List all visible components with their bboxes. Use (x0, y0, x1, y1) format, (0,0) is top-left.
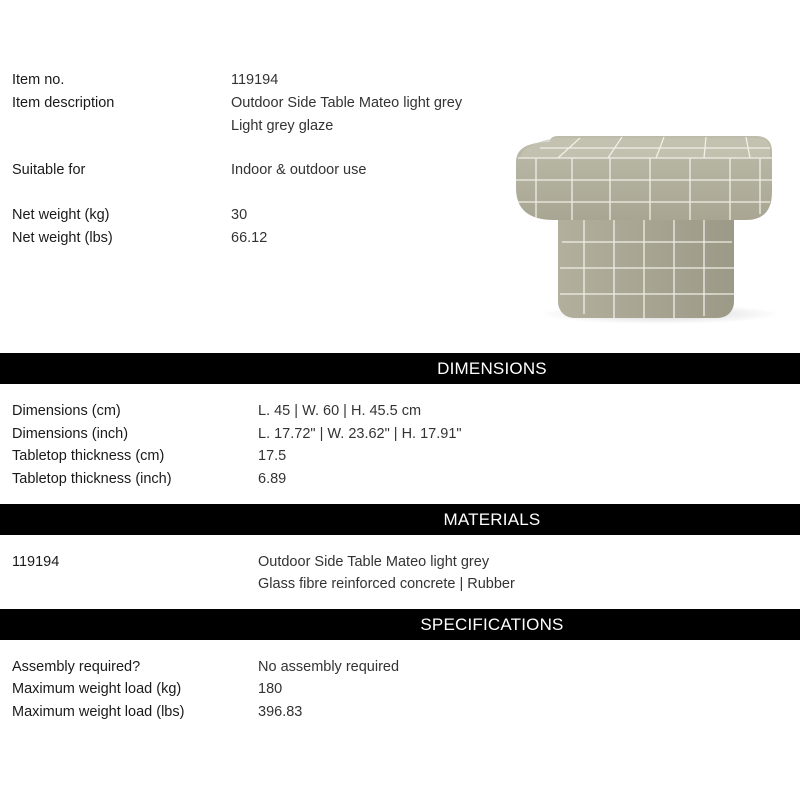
dimensions-cm-label: Dimensions (cm) (12, 403, 121, 419)
dimensions-heading: DIMENSIONS (437, 359, 547, 378)
item-description-label: Item description (12, 95, 115, 111)
dimensions-inch-value: L. 17.72" | W. 23.62" | H. 17.91" (258, 426, 462, 442)
tabletop-thickness-inch-label: Tabletop thickness (inch) (12, 471, 172, 487)
dimensions-cm-value: L. 45 | W. 60 | H. 45.5 cm (258, 403, 422, 419)
item-no-label: Item no. (12, 72, 65, 88)
assembly-required-label: Assembly required? (12, 659, 141, 675)
item-description-finish: Light grey glaze (231, 118, 334, 134)
materials-header (0, 504, 800, 535)
net-weight-kg-value: 30 (231, 207, 248, 223)
materials-heading: MATERIALS (443, 510, 541, 529)
max-weight-kg-label: Maximum weight load (kg) (12, 681, 182, 697)
max-weight-lbs-value: 396.83 (258, 704, 303, 720)
item-description-name: Outdoor Side Table Mateo light grey (231, 95, 463, 111)
tabletop-thickness-cm-label: Tabletop thickness (cm) (12, 448, 165, 464)
materials-item-code: 119194 (12, 554, 60, 570)
max-weight-lbs-label: Maximum weight load (lbs) (12, 704, 185, 720)
suitable-for-label: Suitable for (12, 162, 86, 178)
net-weight-lbs-label: Net weight (lbs) (12, 230, 113, 246)
suitable-for-value: Indoor & outdoor use (231, 162, 367, 178)
materials-product-name: Outdoor Side Table Mateo light grey (258, 554, 490, 570)
table-top (516, 136, 772, 220)
assembly-required-value: No assembly required (258, 659, 400, 675)
tabletop-thickness-cm-value: 17.5 (258, 448, 287, 464)
dimensions-header (0, 353, 800, 384)
dimensions-inch-label: Dimensions (inch) (12, 426, 129, 442)
specifications-header (0, 609, 800, 640)
item-no-value: 119194 (231, 72, 279, 88)
net-weight-kg-label: Net weight (kg) (12, 207, 110, 223)
tabletop-thickness-inch-value: 6.89 (258, 471, 287, 487)
specifications-heading: SPECIFICATIONS (420, 615, 564, 634)
net-weight-lbs-value: 66.12 (231, 230, 268, 246)
max-weight-kg-value: 180 (258, 681, 283, 697)
materials-composition: Glass fibre reinforced concrete | Rubber (258, 576, 515, 592)
product-image (510, 118, 782, 328)
